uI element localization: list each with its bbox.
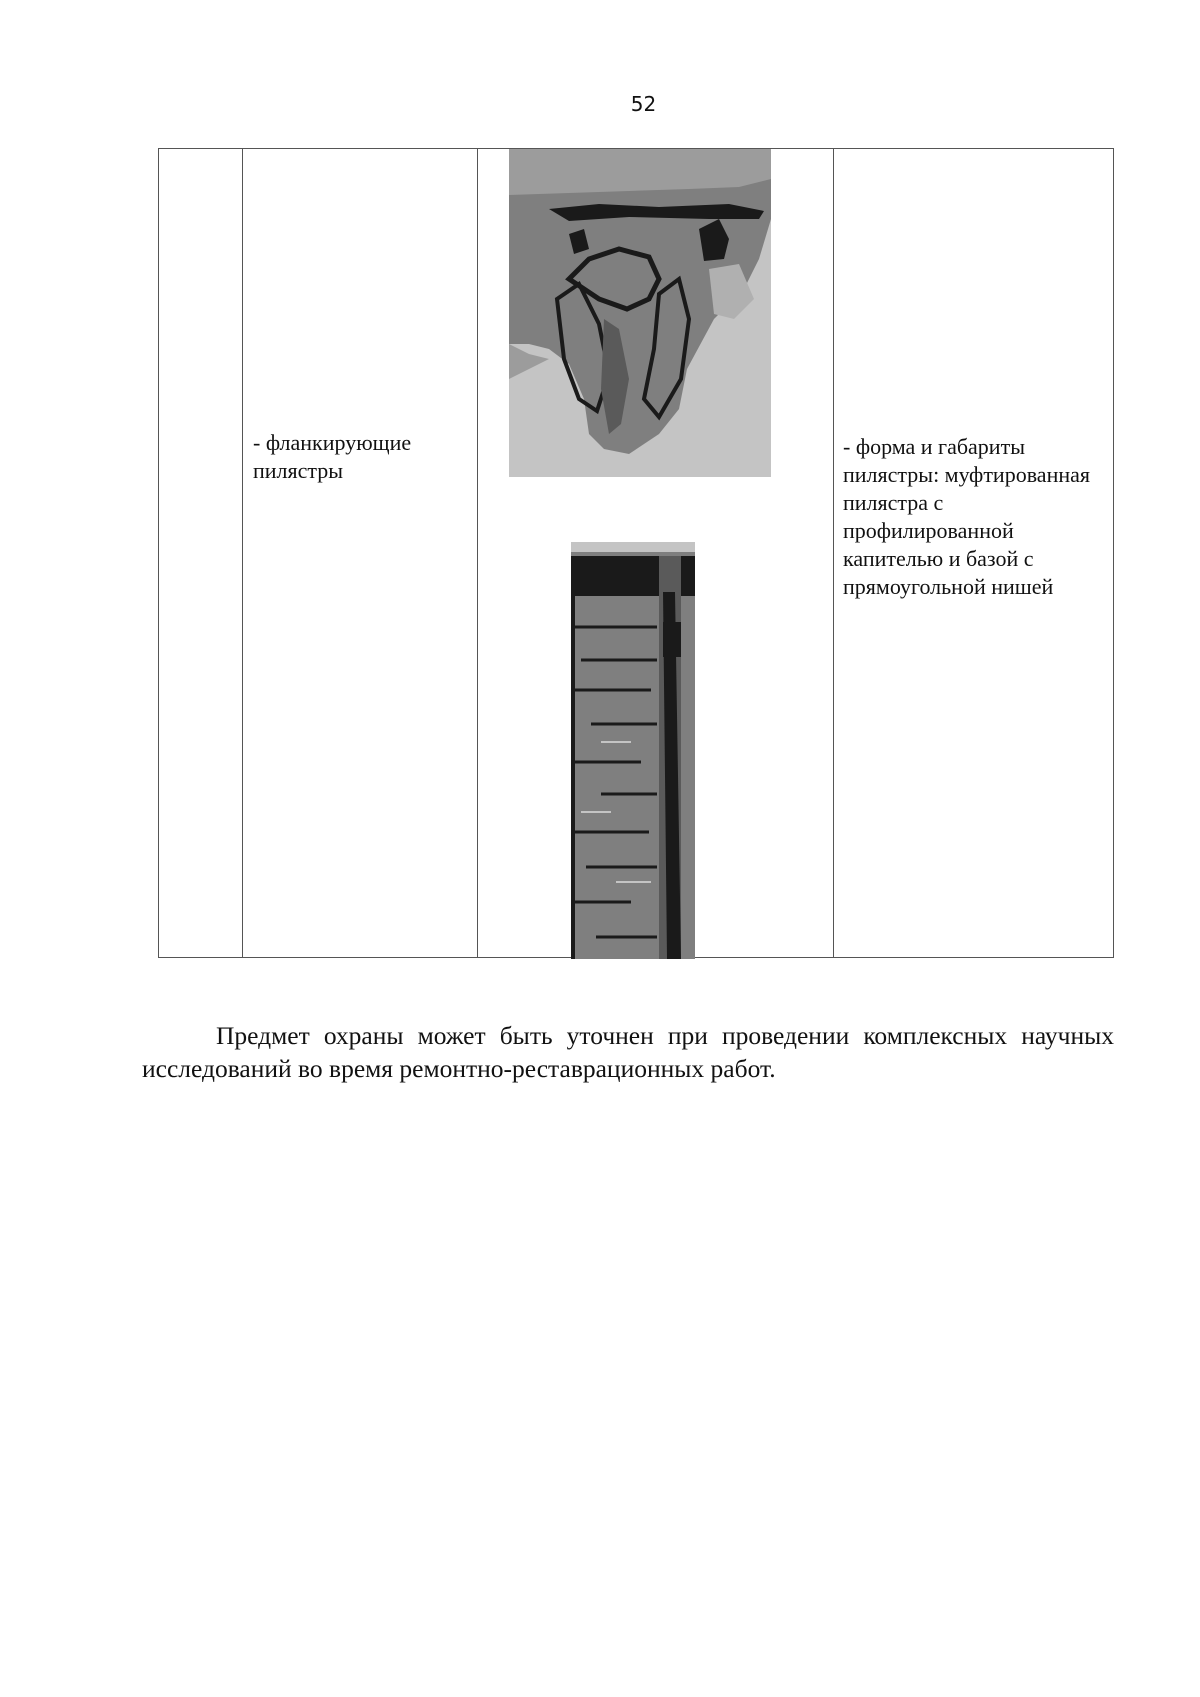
pilaster-photo — [571, 542, 695, 959]
element-description-cell: - форма и габариты пилястры: муфтированная пилястра с профилированной капителью и базой с прямоугольной нишей — [843, 434, 1090, 599]
conclusion-paragraph: Предмет охраны может быть уточнен при проведении комплексных научных исследований во время ремонтно-реставрационных работ. — [142, 1020, 1114, 1083]
heritage-table — [158, 148, 1114, 958]
page-number: 52 — [630, 92, 657, 116]
protected-element-cell: - фланкирующие пилястры — [253, 430, 412, 483]
column-divider — [242, 149, 243, 957]
capital-photo — [509, 149, 771, 477]
column-divider — [477, 149, 478, 957]
column-divider — [833, 149, 834, 957]
